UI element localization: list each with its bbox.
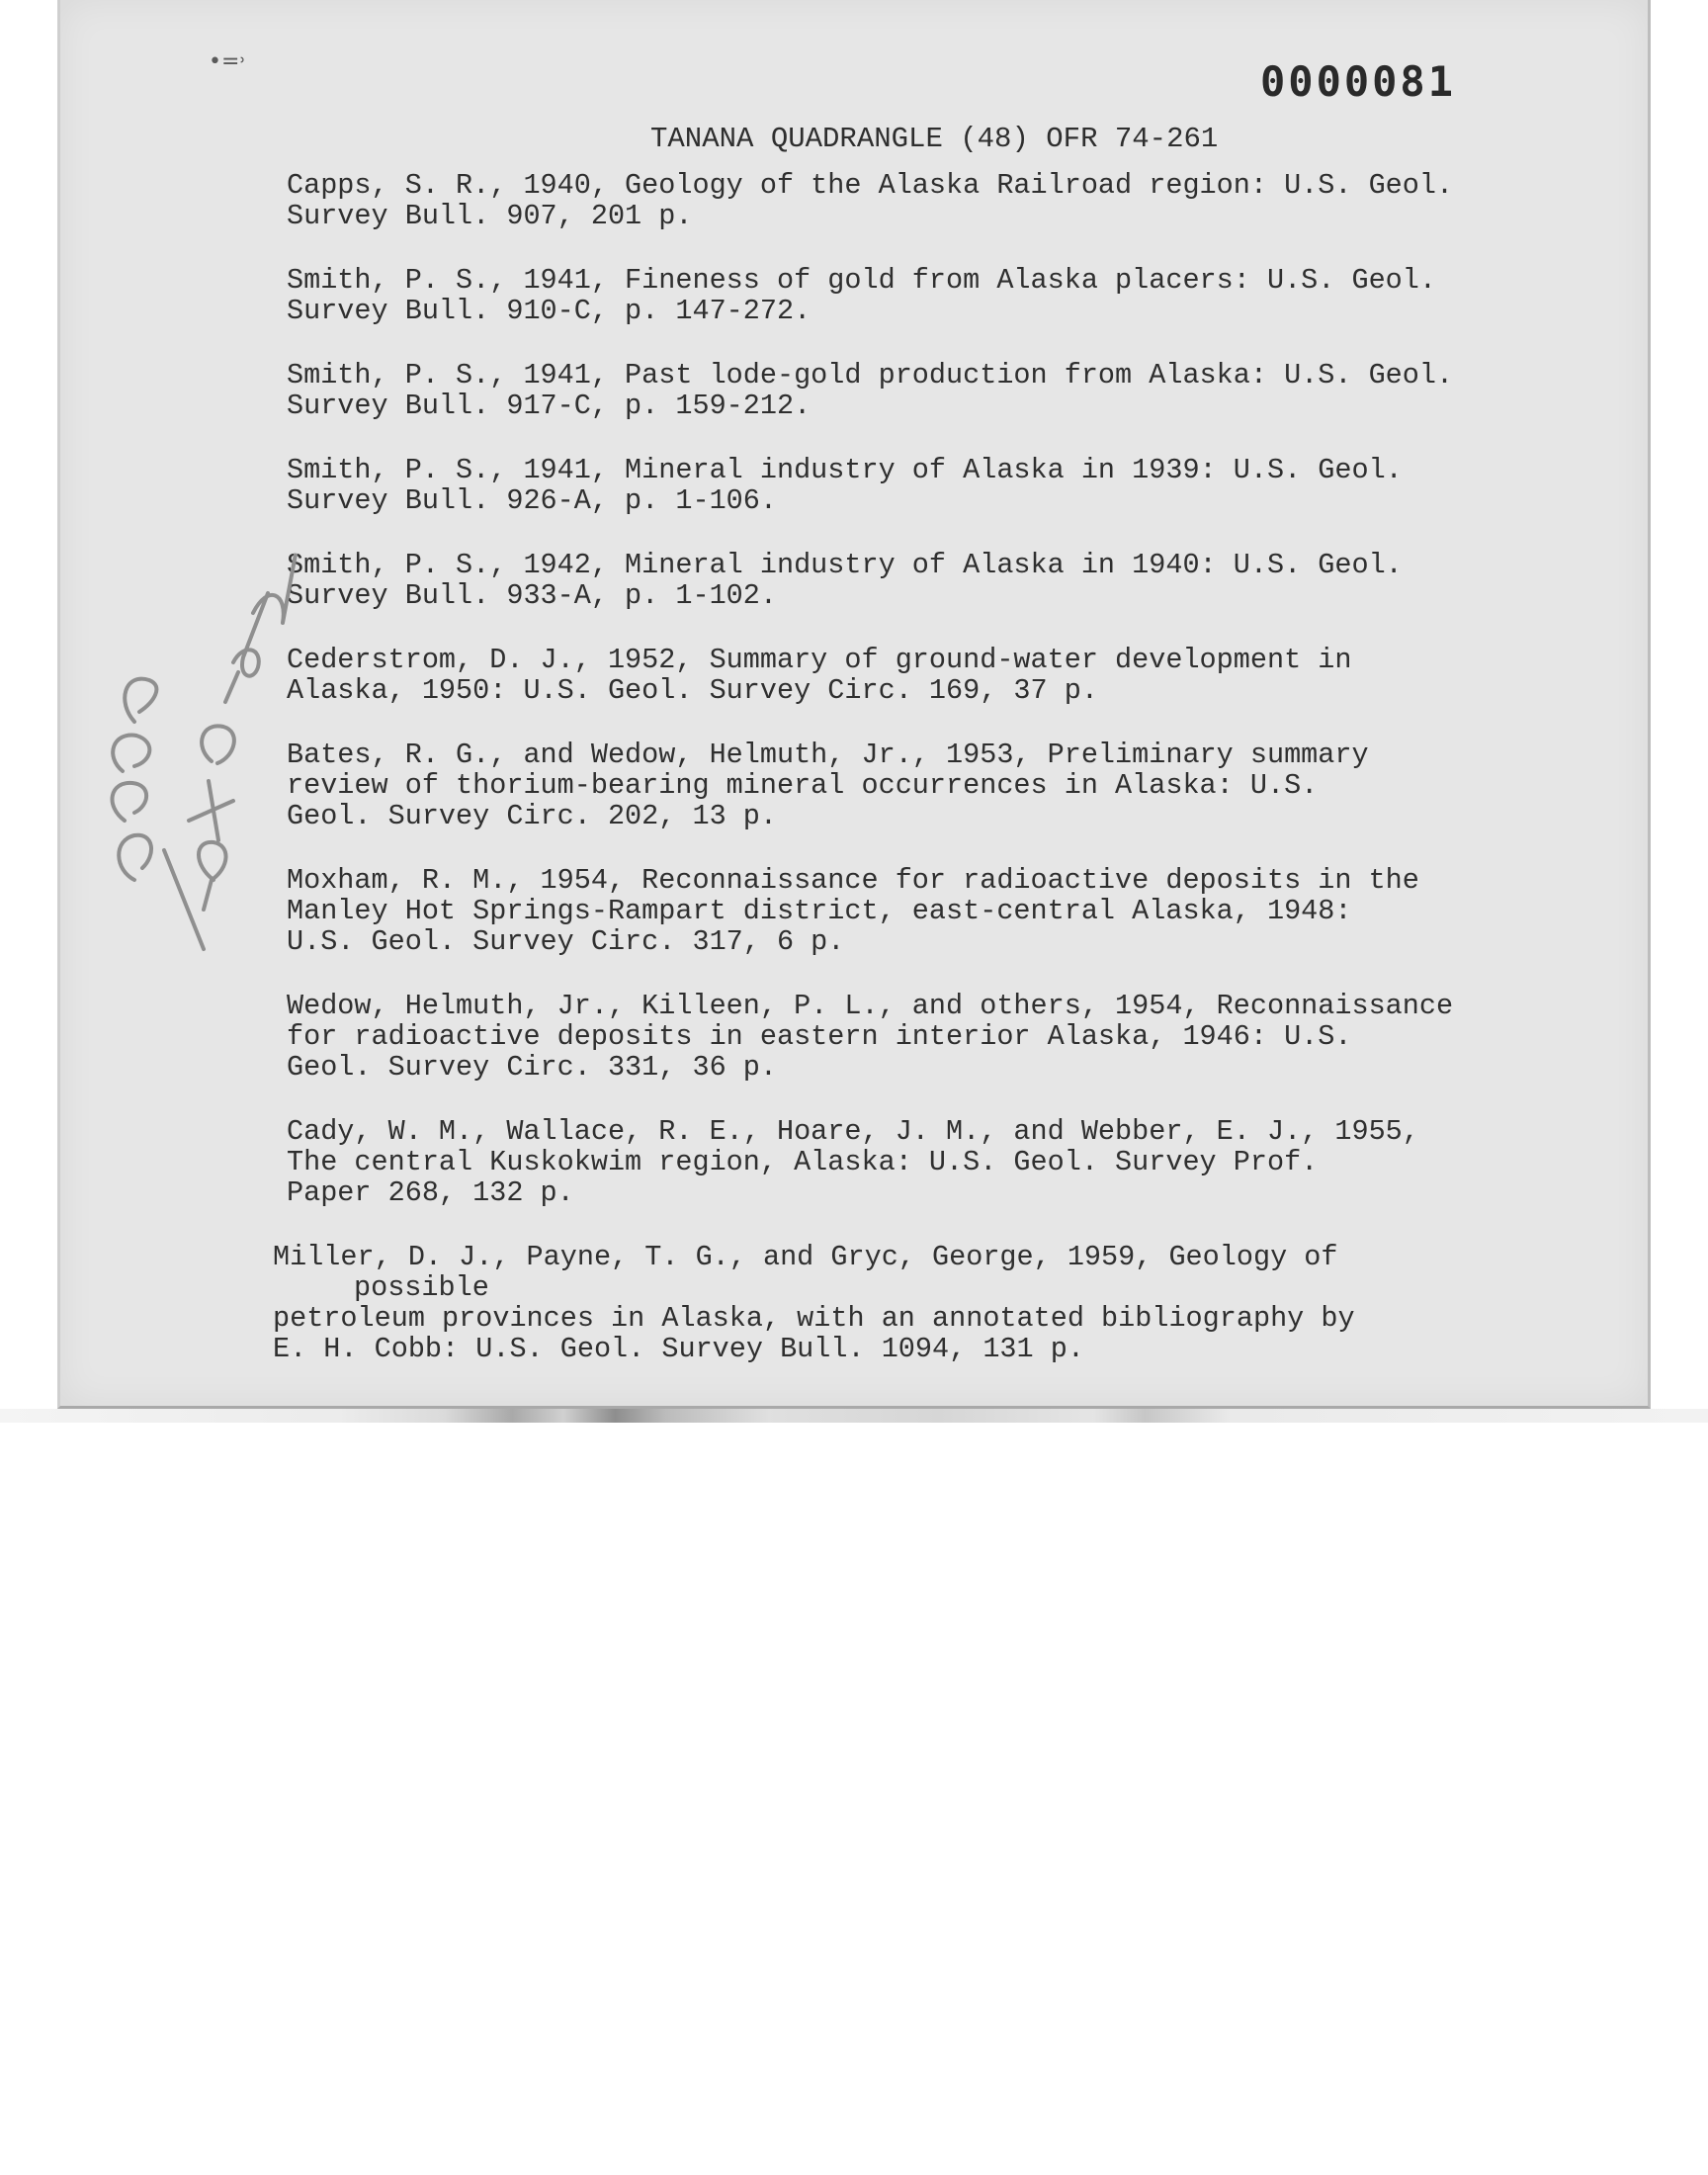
card-heading: TANANA QUADRANGLE (48) OFR 74-261 — [650, 123, 1219, 155]
reference-list — [273, 169, 1463, 1398]
reference-entry — [287, 645, 1463, 706]
handwritten-annotation — [95, 554, 312, 969]
reference-line: Paper 268, 132 p. — [287, 1176, 574, 1209]
reference-line: Cederstrom, D. J., 1952, Summary of ground-water development in — [287, 644, 1352, 676]
reference-entry — [287, 550, 1463, 611]
reference-entry — [273, 1242, 1463, 1364]
reference-line: Survey Bull. 926-A, p. 1-106. — [287, 484, 777, 517]
reference-line: Wedow, Helmuth, Jr., Killeen, P. L., and others, 1954, Reconnaissance — [287, 990, 1454, 1022]
reference-line: U.S. Geol. Survey Circ. 317, 6 p. — [287, 925, 845, 958]
reference-line: Bates, R. G., and Wedow, Helmuth, Jr., 1953, Preliminary summary — [287, 739, 1369, 771]
reference-entry — [287, 991, 1463, 1083]
reference-line: Capps, S. R., 1940, Geology of the Alaska Railroad region: U.S. Geol. — [287, 169, 1454, 202]
reference-entry — [287, 1116, 1463, 1208]
reference-entry — [287, 865, 1463, 957]
reference-line: Geol. Survey Circ. 202, 13 p. — [287, 800, 777, 832]
reference-line: Moxham, R. M., 1954, Reconnaissance for radioactive deposits in the — [287, 864, 1419, 897]
reference-line: Cady, W. M., Wallace, R. E., Hoare, J. M., and Webber, E. J., 1955, — [287, 1115, 1419, 1148]
reference-line: Smith, P. S., 1941, Mineral industry of Alaska in 1939: U.S. Geol. — [287, 454, 1403, 486]
reference-line: Geol. Survey Circ. 331, 36 p. — [287, 1051, 777, 1084]
reference-line: Survey Bull. 917-C, p. 159-212. — [287, 390, 811, 422]
reference-line: review of thorium-bearing mineral occurrences in Alaska: U.S. — [287, 769, 1319, 802]
reference-line: Smith, P. S., 1941, Past lode-gold production from Alaska: U.S. Geol. — [287, 359, 1454, 392]
reference-line: E. H. Cobb: U.S. Geol. Survey Bull. 1094, 131 p. — [273, 1333, 1084, 1365]
reference-entry — [287, 170, 1463, 231]
reference-line: Alaska, 1950: U.S. Geol. Survey Circ. 169, 37 p. — [287, 674, 1098, 707]
reference-line: Survey Bull. 933-A, p. 1-102. — [287, 579, 777, 612]
reference-entry — [287, 740, 1463, 831]
reference-line: Smith, P. S., 1941, Fineness of gold from Alaska placers: U.S. Geol. — [287, 264, 1436, 297]
reference-line: for radioactive deposits in eastern interior Alaska, 1946: U.S. — [287, 1020, 1352, 1053]
reference-line: Miller, D. J., Payne, T. G., and Gryc, George, 1959, Geology of possible — [273, 1241, 1338, 1304]
reference-line: Smith, P. S., 1942, Mineral industry of Alaska in 1940: U.S. Geol. — [287, 549, 1403, 581]
reference-entry — [287, 265, 1463, 326]
stray-mark: •=˒ — [209, 49, 247, 74]
serial-number: 0000081 — [1260, 57, 1457, 106]
reference-entry — [287, 360, 1463, 421]
scan-edge-artifact — [0, 1409, 1708, 1423]
reference-line: petroleum provinces in Alaska, with an annotated bibliography by — [273, 1302, 1355, 1335]
reference-line: The central Kuskokwim region, Alaska: U.S. Geol. Survey Prof. — [287, 1146, 1319, 1178]
reference-entry — [287, 455, 1463, 516]
reference-line: Survey Bull. 910-C, p. 147-272. — [287, 295, 811, 327]
reference-line: Manley Hot Springs-Rampart district, east-central Alaska, 1948: — [287, 895, 1352, 927]
reference-line: Survey Bull. 907, 201 p. — [287, 200, 693, 232]
